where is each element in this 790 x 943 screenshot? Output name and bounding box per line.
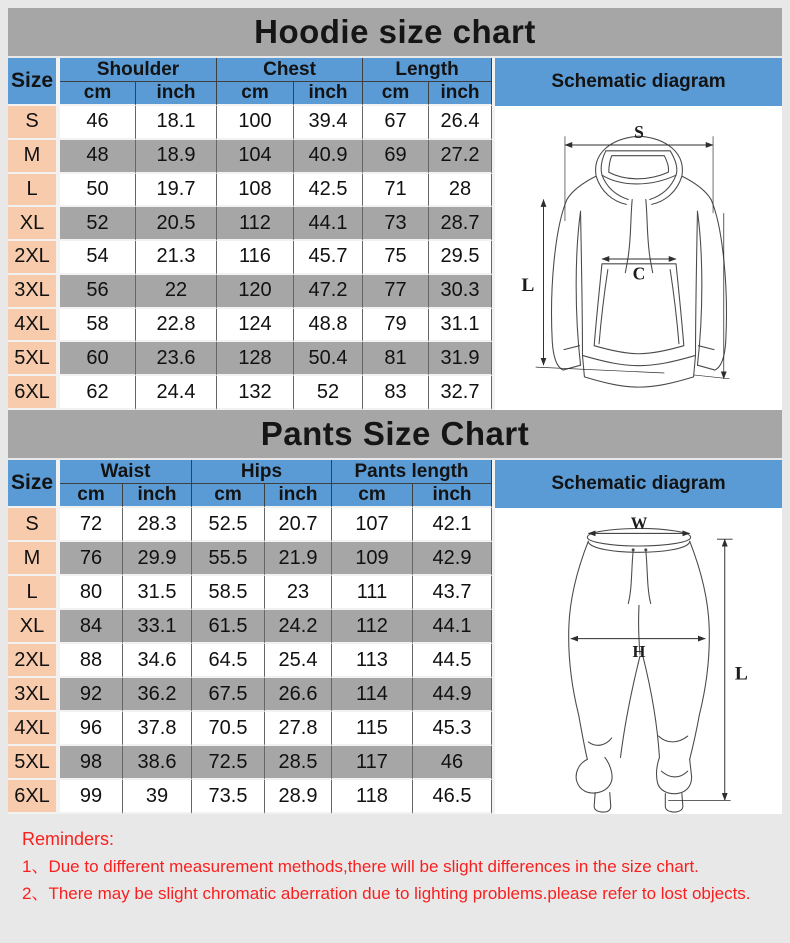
measurement-value: 44.5	[413, 644, 492, 678]
measurement-value: 23	[265, 576, 332, 610]
measurement-value: 112	[217, 207, 294, 241]
unit-header: inch	[136, 82, 217, 106]
measurement-value: 19.7	[136, 174, 217, 208]
measurement-value: 20.5	[136, 207, 217, 241]
measurement-value: 43.7	[413, 576, 492, 610]
measurement-value: 88	[60, 644, 123, 678]
pants-drawing	[501, 508, 777, 814]
measurement-value: 80	[60, 576, 123, 610]
measurement-value: 109	[332, 542, 413, 576]
measurement-value: 71	[363, 174, 429, 208]
pants-group-header-row	[8, 460, 782, 484]
measurement-value: 50	[60, 174, 136, 208]
measurement-value: 114	[332, 678, 413, 712]
hips-dim-label: H	[632, 642, 645, 662]
measurement-value: 54	[60, 241, 136, 275]
pants-title: Pants Size Chart	[8, 410, 782, 458]
pants-row-s	[8, 508, 782, 542]
size-label: 6XL	[8, 376, 60, 410]
hoodie-table-body	[8, 106, 782, 410]
measurement-value: 112	[332, 610, 413, 644]
measurement-value: 44.9	[413, 678, 492, 712]
measurement-value: 34.6	[123, 644, 192, 678]
pants-waist-header: Waist	[60, 460, 192, 484]
measurement-value: 45.7	[294, 241, 363, 275]
measurement-value: 107	[332, 508, 413, 542]
measurement-value: 81	[363, 342, 429, 376]
hoodie-size-header: Size	[8, 58, 60, 106]
measurement-value: 28	[429, 174, 492, 208]
measurement-value: 98	[60, 746, 123, 780]
size-label: 4XL	[8, 309, 60, 343]
measurement-value: 84	[60, 610, 123, 644]
pants-table	[8, 460, 782, 814]
measurement-value: 28.7	[429, 207, 492, 241]
unit-header: inch	[294, 82, 363, 106]
measurement-value: 46	[60, 106, 136, 140]
measurement-value: 73.5	[192, 780, 265, 814]
measurement-value: 40.9	[294, 140, 363, 174]
hoodie-row-s	[8, 106, 782, 140]
hoodie-group-header-row	[8, 58, 782, 82]
hoodie-table	[8, 58, 782, 410]
measurement-value: 29.5	[429, 241, 492, 275]
waist-dim-label: W	[630, 513, 647, 533]
measurement-value: 52	[60, 207, 136, 241]
size-label: 5XL	[8, 746, 60, 780]
size-label: 5XL	[8, 342, 60, 376]
size-label: L	[8, 576, 60, 610]
pants-hips-header: Hips	[192, 460, 332, 484]
measurement-value: 47.2	[294, 275, 363, 309]
size-label: L	[8, 174, 60, 208]
measurement-value: 115	[332, 712, 413, 746]
pants-size-header: Size	[8, 460, 60, 508]
pants-section	[8, 410, 782, 814]
measurement-value: 116	[217, 241, 294, 275]
measurement-value: 52.5	[192, 508, 265, 542]
measurement-value: 83	[363, 376, 429, 410]
measurement-value: 75	[363, 241, 429, 275]
hoodie-schematic-diagram	[495, 106, 782, 410]
measurement-value: 128	[217, 342, 294, 376]
measurement-value: 28.5	[265, 746, 332, 780]
measurement-value: 24.4	[136, 376, 217, 410]
hoodie-schematic-cell	[492, 106, 782, 410]
measurement-value: 46	[413, 746, 492, 780]
size-label: 4XL	[8, 712, 60, 746]
measurement-value: 26.4	[429, 106, 492, 140]
hoodie-drawing	[501, 106, 777, 410]
measurement-value: 29.9	[123, 542, 192, 576]
pants-length-header: Pants length	[332, 460, 492, 484]
measurement-value: 69	[363, 140, 429, 174]
pants-schematic-diagram	[495, 508, 782, 814]
measurement-value: 56	[60, 275, 136, 309]
unit-header: inch	[429, 82, 492, 106]
measurement-value: 37.8	[123, 712, 192, 746]
unit-header: inch	[265, 484, 332, 508]
reminders-block	[22, 826, 782, 907]
measurement-value: 111	[332, 576, 413, 610]
measurement-value: 20.7	[265, 508, 332, 542]
unit-header: cm	[60, 82, 136, 106]
measurement-value: 28.3	[123, 508, 192, 542]
measurement-value: 25.4	[265, 644, 332, 678]
measurement-value: 27.8	[265, 712, 332, 746]
measurement-value: 44.1	[413, 610, 492, 644]
hoodie-title: Hoodie size chart	[8, 8, 782, 56]
measurement-value: 18.1	[136, 106, 217, 140]
measurement-value: 113	[332, 644, 413, 678]
size-label: M	[8, 542, 60, 576]
size-label: 6XL	[8, 780, 60, 814]
shoulder-dim-label: S	[633, 122, 644, 143]
measurement-value: 79	[363, 309, 429, 343]
measurement-value: 28.9	[265, 780, 332, 814]
measurement-value: 27.2	[429, 140, 492, 174]
size-label: XL	[8, 207, 60, 241]
unit-header: cm	[192, 484, 265, 508]
measurement-value: 22.8	[136, 309, 217, 343]
measurement-value: 62	[60, 376, 136, 410]
measurement-value: 39	[123, 780, 192, 814]
measurement-value: 31.5	[123, 576, 192, 610]
measurement-value: 44.1	[294, 207, 363, 241]
measurement-value: 67	[363, 106, 429, 140]
measurement-value: 58.5	[192, 576, 265, 610]
measurement-value: 100	[217, 106, 294, 140]
measurement-value: 55.5	[192, 542, 265, 576]
measurement-value: 50.4	[294, 342, 363, 376]
measurement-value: 18.9	[136, 140, 217, 174]
measurement-value: 132	[217, 376, 294, 410]
measurement-value: 39.4	[294, 106, 363, 140]
measurement-value: 38.6	[123, 746, 192, 780]
measurement-value: 72	[60, 508, 123, 542]
hoodie-shoulder-header: Shoulder	[60, 58, 217, 82]
pants-length-dim-label: L	[734, 663, 748, 685]
measurement-value: 118	[332, 780, 413, 814]
measurement-value: 117	[332, 746, 413, 780]
size-label: XL	[8, 610, 60, 644]
size-label: S	[8, 106, 60, 140]
measurement-value: 120	[217, 275, 294, 309]
measurement-value: 30.3	[429, 275, 492, 309]
unit-header: cm	[60, 484, 123, 508]
pants-table-body	[8, 508, 782, 814]
size-label: 2XL	[8, 241, 60, 275]
measurement-value: 21.3	[136, 241, 217, 275]
hoodie-length-header: Length	[363, 58, 492, 82]
measurement-value: 99	[60, 780, 123, 814]
measurement-value: 52	[294, 376, 363, 410]
measurement-value: 42.5	[294, 174, 363, 208]
hoodie-chest-header: Chest	[217, 58, 363, 82]
reminders-title: Reminders:	[22, 829, 115, 849]
measurement-value: 60	[60, 342, 136, 376]
measurement-value: 72.5	[192, 746, 265, 780]
measurement-value: 48.8	[294, 309, 363, 343]
measurement-value: 104	[217, 140, 294, 174]
unit-header: inch	[123, 484, 192, 508]
measurement-value: 36.2	[123, 678, 192, 712]
measurement-value: 61.5	[192, 610, 265, 644]
measurement-value: 108	[217, 174, 294, 208]
size-label: 3XL	[8, 678, 60, 712]
measurement-value: 22	[136, 275, 217, 309]
measurement-value: 46.5	[413, 780, 492, 814]
measurement-value: 33.1	[123, 610, 192, 644]
size-label: 3XL	[8, 275, 60, 309]
measurement-value: 70.5	[192, 712, 265, 746]
length-dim-label: L	[520, 275, 534, 297]
measurement-value: 23.6	[136, 342, 217, 376]
measurement-value: 45.3	[413, 712, 492, 746]
measurement-value: 58	[60, 309, 136, 343]
measurement-value: 31.1	[429, 309, 492, 343]
measurement-value: 73	[363, 207, 429, 241]
measurement-value: 21.9	[265, 542, 332, 576]
measurement-value: 77	[363, 275, 429, 309]
size-label: S	[8, 508, 60, 542]
measurement-value: 124	[217, 309, 294, 343]
size-label: M	[8, 140, 60, 174]
unit-header: inch	[413, 484, 492, 508]
measurement-value: 24.2	[265, 610, 332, 644]
measurement-value: 64.5	[192, 644, 265, 678]
reminder-line-1: 1、Due to different measurement methods,there will be slight differences in the size chart.	[22, 857, 699, 876]
hoodie-section	[8, 8, 782, 410]
reminder-line-2: 2、There may be slight chromatic aberration due to lighting problems.please refer to lost objects.	[22, 884, 751, 903]
measurement-value: 67.5	[192, 678, 265, 712]
measurement-value: 48	[60, 140, 136, 174]
measurement-value: 92	[60, 678, 123, 712]
hoodie-schematic-header: Schematic diagram	[492, 58, 782, 106]
unit-header: cm	[217, 82, 294, 106]
measurement-value: 32.7	[429, 376, 492, 410]
measurement-value: 42.1	[413, 508, 492, 542]
unit-header: cm	[332, 484, 413, 508]
measurement-value: 42.9	[413, 542, 492, 576]
size-label: 2XL	[8, 644, 60, 678]
pants-schematic-header: Schematic diagram	[492, 460, 782, 508]
measurement-value: 76	[60, 542, 123, 576]
measurement-value: 26.6	[265, 678, 332, 712]
unit-header: cm	[363, 82, 429, 106]
chest-dim-label: C	[632, 263, 645, 284]
measurement-value: 96	[60, 712, 123, 746]
pants-schematic-cell	[492, 508, 782, 814]
measurement-value: 31.9	[429, 342, 492, 376]
